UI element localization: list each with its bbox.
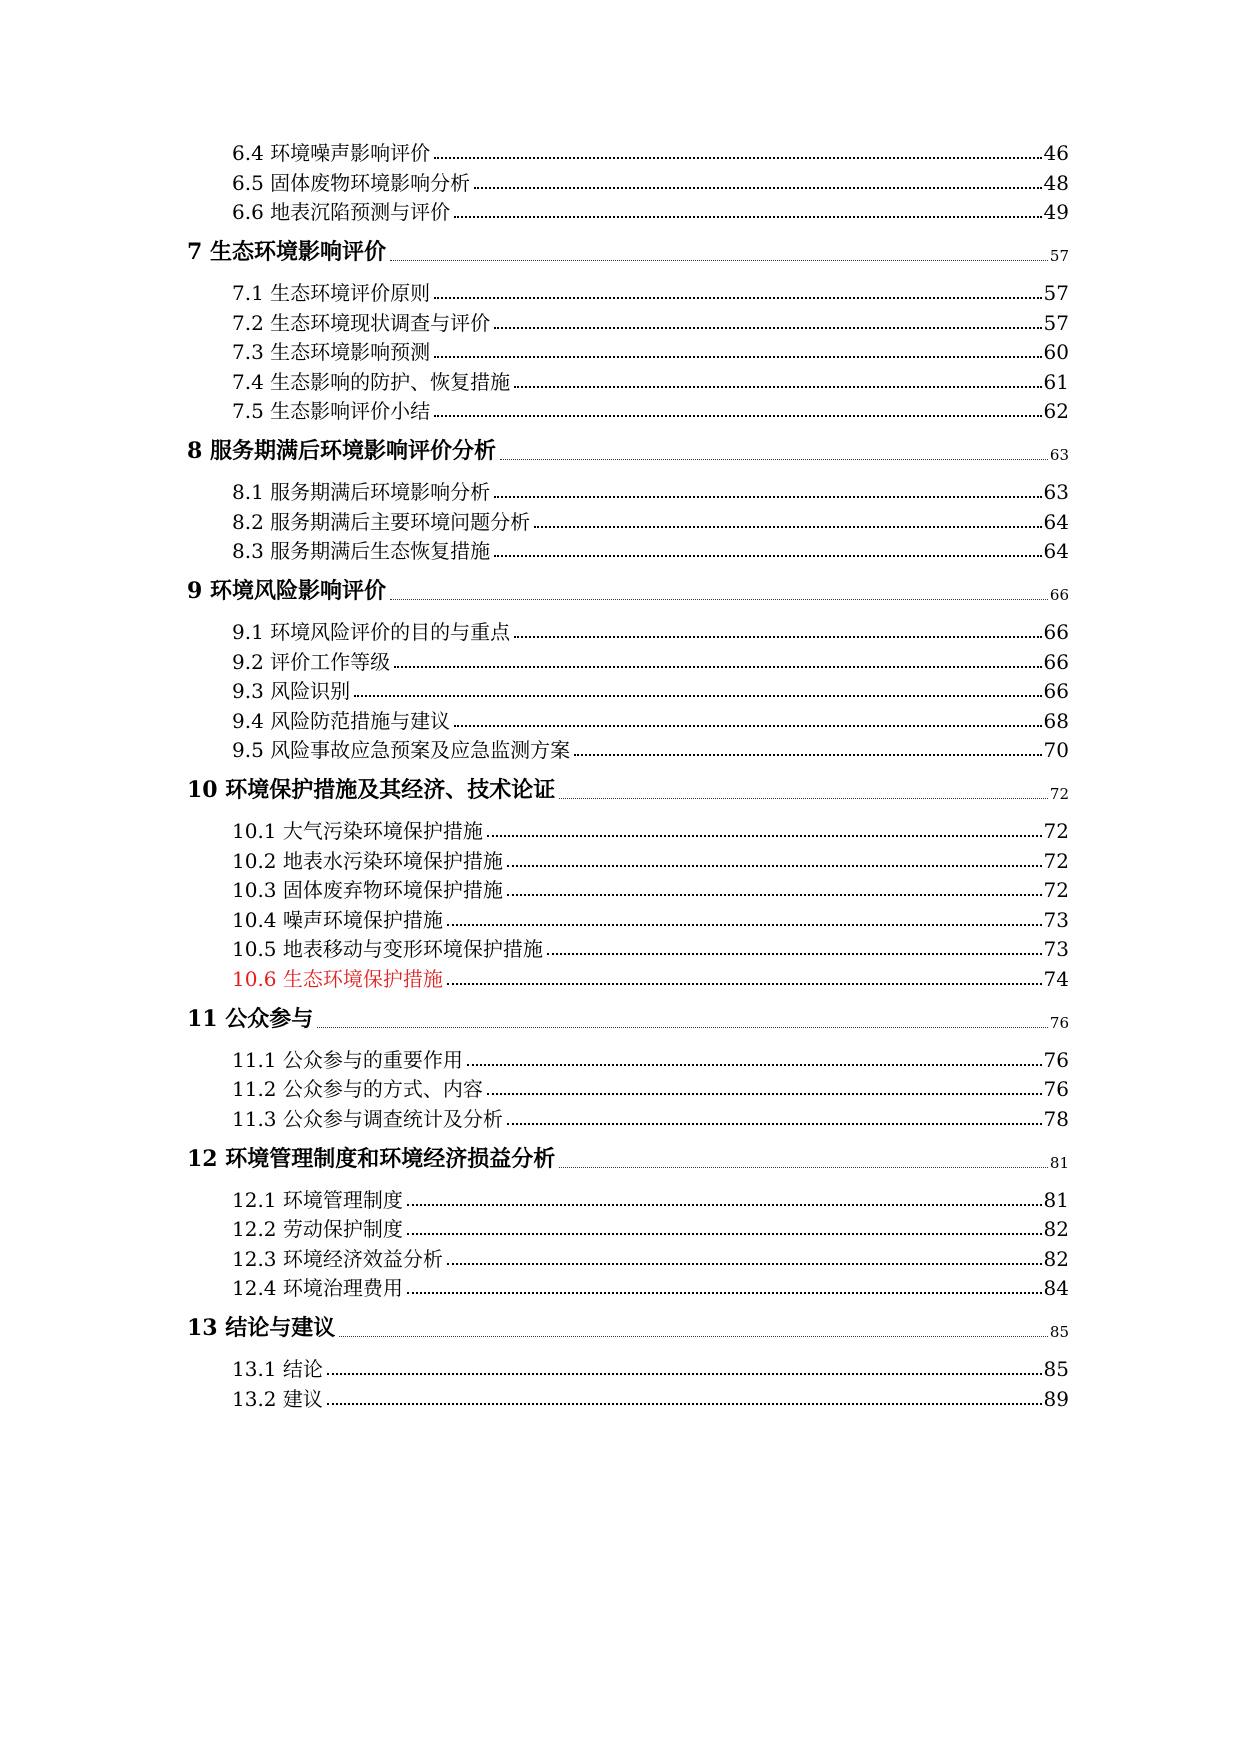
dot-leader: [487, 835, 1042, 837]
dot-leader: [500, 459, 1048, 460]
dot-leader: [559, 798, 1048, 799]
toc-section-entry[interactable]: [232, 732, 1069, 762]
toc-page-number: 73: [1043, 908, 1069, 932]
toc-entry-label: 10.3 固体废弃物环境保护措施: [232, 878, 503, 902]
toc-page-number: 64: [1043, 510, 1069, 534]
dot-leader: [494, 496, 1041, 498]
toc-page-number: 46: [1043, 141, 1069, 165]
toc-page-number: 64: [1043, 539, 1069, 563]
toc-entry-label: 12.1 环境管理制度: [232, 1188, 403, 1212]
toc-section-entry[interactable]: [232, 1270, 1069, 1300]
toc-section-entry[interactable]: [232, 1211, 1069, 1241]
dot-leader: [507, 894, 1042, 896]
toc-section-entry[interactable]: [232, 1182, 1069, 1212]
toc-entry-label: 7.3 生态环境影响预测: [232, 340, 431, 364]
toc-entry-label: 7.5 生态影响评价小结: [232, 399, 431, 423]
toc-page-number: 72: [1043, 849, 1069, 873]
dot-leader: [507, 865, 1042, 867]
toc-section-entry[interactable]: [232, 474, 1069, 504]
dot-leader: [394, 666, 1041, 668]
toc-entry-label: 7 生态环境影响评价: [187, 238, 386, 265]
toc-page-number: 78: [1043, 1107, 1069, 1131]
dot-leader: [327, 1403, 1042, 1405]
toc-section-entry[interactable]: [232, 275, 1069, 305]
toc-entry-label: 10.4 噪声环境保护措施: [232, 908, 443, 932]
toc-entry-label: 10.5 地表移动与变形环境保护措施: [232, 937, 543, 961]
toc-entry-label: 6.5 固体废物环境影响分析: [232, 171, 471, 195]
toc-page-number: 72: [1043, 819, 1069, 843]
toc-page-number: 49: [1043, 200, 1069, 224]
toc-entry-label: 13.1 结论: [232, 1357, 323, 1381]
toc-entry-label: 10 环境保护措施及其经济、技术论证: [187, 776, 556, 803]
dot-leader: [467, 1064, 1042, 1066]
toc-page-number: 81: [1043, 1188, 1069, 1212]
toc-chapter-entry[interactable]: [187, 434, 1069, 464]
toc-page-number: 57: [1043, 311, 1069, 335]
toc-section-entry[interactable]: [232, 1241, 1069, 1271]
dot-leader: [339, 1336, 1048, 1337]
toc-entry-label: 9 环境风险影响评价: [187, 577, 386, 604]
toc-entry-label: 13 结论与建议: [187, 1314, 336, 1341]
dot-leader: [447, 983, 1042, 985]
toc-section-entry[interactable]: [232, 194, 1069, 224]
toc-entry-label: 6.4 环境噪声影响评价: [232, 141, 431, 165]
dot-leader: [354, 695, 1041, 697]
toc-entry-label: 11.3 公众参与调查统计及分析: [232, 1107, 503, 1131]
dot-leader: [317, 1027, 1048, 1028]
toc-section-entry[interactable]: [232, 843, 1069, 873]
toc-page-number: 66: [1043, 679, 1069, 703]
dot-leader: [327, 1373, 1042, 1375]
dot-leader: [407, 1292, 1042, 1294]
dot-leader: [407, 1233, 1042, 1235]
toc-entry-label: 9.4 风险防范措施与建议: [232, 709, 451, 733]
dot-leader: [494, 555, 1041, 557]
toc-page-number: 61: [1043, 370, 1069, 394]
toc-entry-label: 12 环境管理制度和环境经济损益分析: [187, 1145, 556, 1172]
toc-entry-label: 10.6 生态环境保护措施: [232, 967, 443, 991]
dot-leader: [574, 754, 1041, 756]
toc-section-entry[interactable]: [232, 165, 1069, 195]
toc-section-entry[interactable]: [232, 393, 1069, 423]
toc-section-entry[interactable]: [232, 644, 1069, 674]
toc-chapter-entry[interactable]: [187, 574, 1069, 604]
toc-chapter-entry[interactable]: [187, 773, 1069, 803]
dot-leader: [487, 1093, 1042, 1095]
toc-section-entry[interactable]: [232, 1381, 1069, 1411]
toc-page-number: 73: [1043, 937, 1069, 961]
toc-entry-label: 8.1 服务期满后环境影响分析: [232, 480, 491, 504]
toc-page-number: 76: [1049, 1014, 1069, 1032]
toc-section-entry[interactable]: [232, 504, 1069, 534]
toc-section-entry[interactable]: [232, 673, 1069, 703]
toc-page-number: 66: [1043, 620, 1069, 644]
dot-leader: [447, 1263, 1042, 1265]
toc-section-entry[interactable]: [232, 1351, 1069, 1381]
toc-entry-label: 12.4 环境治理费用: [232, 1276, 403, 1300]
toc-section-entry[interactable]: [232, 305, 1069, 335]
toc-section-entry[interactable]: [232, 1101, 1069, 1131]
toc-section-entry[interactable]: [232, 931, 1069, 961]
toc-page-number: 84: [1043, 1276, 1069, 1300]
toc-entry-label: 8 服务期满后环境影响评价分析: [187, 437, 496, 464]
dot-leader: [434, 297, 1041, 299]
dot-leader: [454, 216, 1041, 218]
toc-page-number: 85: [1049, 1323, 1069, 1341]
dot-leader: [390, 599, 1048, 600]
toc-page-number: 70: [1043, 738, 1069, 762]
toc-entry-label: 12.3 环境经济效益分析: [232, 1247, 443, 1271]
dot-leader: [474, 187, 1041, 189]
toc-page-number: 76: [1043, 1077, 1069, 1101]
toc-page-number: 81: [1049, 1154, 1069, 1172]
toc-section-entry[interactable]: [232, 1042, 1069, 1072]
toc-page-number: 85: [1043, 1357, 1069, 1381]
toc-section-entry[interactable]: [232, 872, 1069, 902]
toc-page-number: 57: [1049, 247, 1069, 265]
dot-leader: [494, 327, 1041, 329]
toc-page-number: 82: [1043, 1217, 1069, 1241]
toc-section-entry[interactable]: [232, 813, 1069, 843]
toc-page-number: 62: [1043, 399, 1069, 423]
toc-page-number: 66: [1049, 586, 1069, 604]
dot-leader: [514, 636, 1041, 638]
toc-page-number: 63: [1043, 480, 1069, 504]
toc-page-number: 60: [1043, 340, 1069, 364]
toc-entry-label: 11.2 公众参与的方式、内容: [232, 1077, 483, 1101]
dot-leader: [507, 1123, 1042, 1125]
toc-entry-label: 8.3 服务期满后生态恢复措施: [232, 539, 491, 563]
toc-entry-label: 9.1 环境风险评价的目的与重点: [232, 620, 511, 644]
toc-entry-label: 12.2 劳动保护制度: [232, 1217, 403, 1241]
toc-entry-label: 9.5 风险事故应急预案及应急监测方案: [232, 738, 571, 762]
toc-entry-label: 7.1 生态环境评价原则: [232, 281, 431, 305]
toc-page-number: 48: [1043, 171, 1069, 195]
dot-leader: [534, 526, 1041, 528]
toc-entry-label: 11 公众参与: [187, 1005, 314, 1032]
toc-entry-label: 13.2 建议: [232, 1387, 323, 1411]
dot-leader: [447, 924, 1042, 926]
toc-chapter-entry[interactable]: [187, 1002, 1069, 1032]
toc-entry-label: 11.1 公众参与的重要作用: [232, 1048, 463, 1072]
dot-leader: [559, 1167, 1048, 1168]
toc-chapter-entry[interactable]: [187, 235, 1069, 265]
toc-page-number: 76: [1043, 1048, 1069, 1072]
toc-page-number: 89: [1043, 1387, 1069, 1411]
toc-section-entry[interactable]: [232, 364, 1069, 394]
toc-entry-label: 9.3 风险识别: [232, 679, 351, 703]
toc-section-entry[interactable]: [232, 334, 1069, 364]
toc-page-number: 68: [1043, 709, 1069, 733]
dot-leader: [454, 725, 1041, 727]
dot-leader: [547, 953, 1042, 955]
toc-section-entry[interactable]: [232, 614, 1069, 644]
toc-section-entry[interactable]: [232, 1071, 1069, 1101]
toc-entry-label: 7.2 生态环境现状调查与评价: [232, 311, 491, 335]
toc-entry-label: 7.4 生态影响的防护、恢复措施: [232, 370, 511, 394]
toc-page-number: 66: [1043, 650, 1069, 674]
toc-entry-label: 9.2 评价工作等级: [232, 650, 391, 674]
toc-page-number: 63: [1049, 446, 1069, 464]
toc-page-number: 74: [1043, 967, 1069, 991]
toc-chapter-entry[interactable]: [187, 1142, 1069, 1172]
dot-leader: [434, 415, 1041, 417]
dot-leader: [390, 260, 1048, 261]
dot-leader: [514, 386, 1041, 388]
toc-page-number: 82: [1043, 1247, 1069, 1271]
toc-entry-label: 10.2 地表水污染环境保护措施: [232, 849, 503, 873]
dot-leader: [434, 157, 1041, 159]
toc-page-number: 72: [1049, 785, 1069, 803]
toc-page-number: 57: [1043, 281, 1069, 305]
toc-entry-label: 10.1 大气污染环境保护措施: [232, 819, 483, 843]
toc-section-entry[interactable]: [232, 902, 1069, 932]
toc-section-entry[interactable]: [232, 533, 1069, 563]
toc-section-entry[interactable]: [232, 135, 1069, 165]
toc-chapter-entry[interactable]: [187, 1311, 1069, 1341]
toc-entry-label: 6.6 地表沉陷预测与评价: [232, 200, 451, 224]
toc-entry-label: 8.2 服务期满后主要环境问题分析: [232, 510, 531, 534]
toc-page-number: 72: [1043, 878, 1069, 902]
dot-leader: [434, 356, 1041, 358]
dot-leader: [407, 1204, 1042, 1206]
toc-section-entry[interactable]: [232, 961, 1069, 991]
toc-section-entry[interactable]: [232, 703, 1069, 733]
